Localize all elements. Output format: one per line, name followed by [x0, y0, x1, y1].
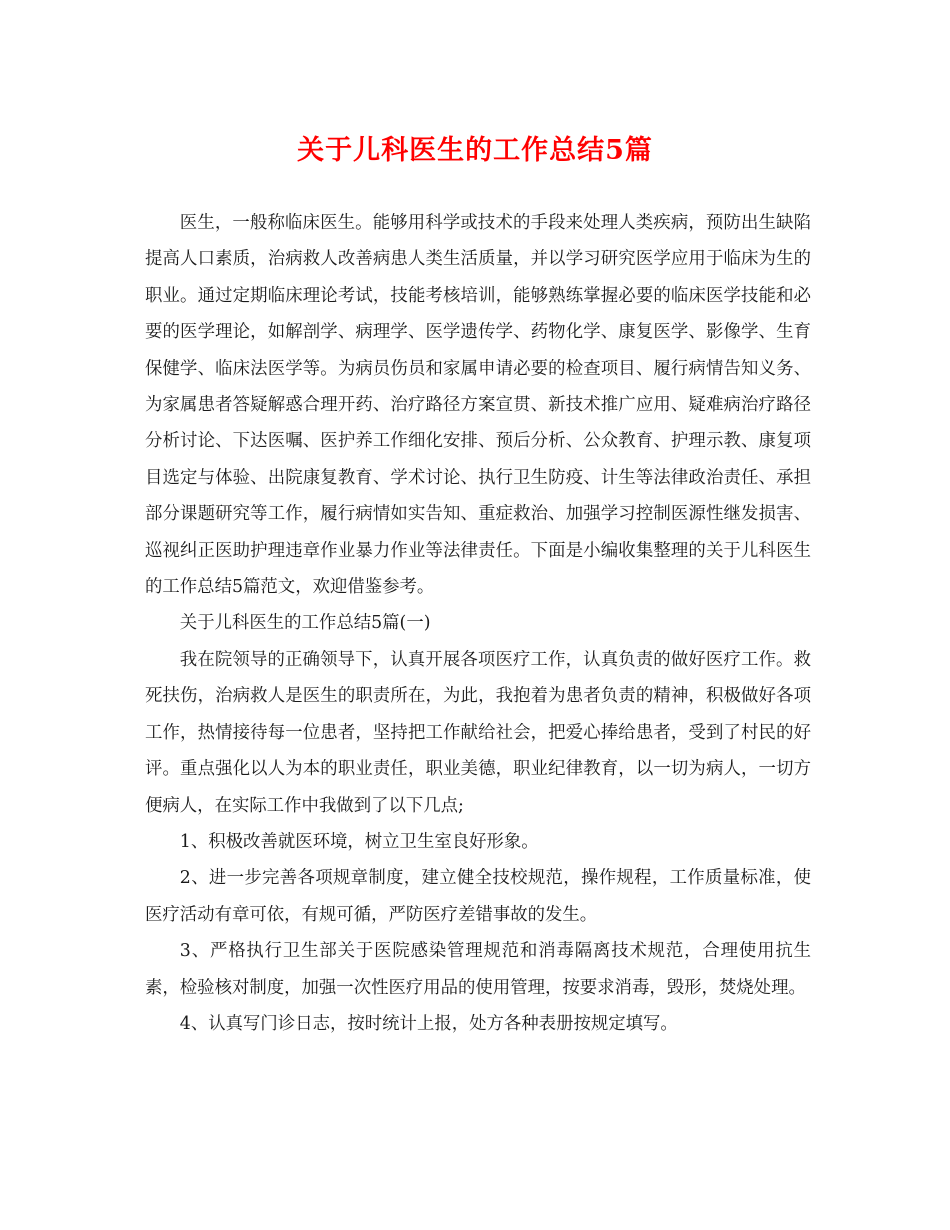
list-item-2: 2、进一步完善各项规章制度，建立健全技校规范，操作规程，工作质量标准，使医疗活动有章可依，有规可循，严防医疗差错事故的发生。	[145, 868, 811, 925]
document-body	[145, 205, 811, 1042]
section-heading: 关于儿科医生的工作总结5篇(一)	[179, 613, 431, 634]
list-item-3: 3、严格执行卫生部关于医院感染管理规范和消毒隔离技术规范，合理使用抗生素，检验核对制度，加强一次性医疗用品的使用管理，按要求消毒，毁形，焚烧处理。	[145, 941, 811, 998]
section-paragraph: 我在院领导的正确领导下，认真开展各项医疗工作，认真负责的做好医疗工作。救死扶伤，治病救人是医生的职责所在，为此，我抱着为患者负责的精神，积极做好各项工作，热情接待每一位患者，坚持把工作献给社会，把爱心捧给患者，受到了村民的好评。重点强化以人为本的职业责任，职业美德，职业纪律教育，以一切为病人，一切方便病人，在实际工作中我做到了以下几点;	[145, 649, 811, 816]
intro-paragraph: 医生，一般称临床医生。能够用科学或技术的手段来处理人类疾病，预防出生缺陷提高人口素质，治病救人改善病患人类生活质量，并以学习研究医学应用于临床为生的职业。通过定期临床理论考试，技能考核培训，能够熟练掌握必要的临床医学技能和必要的医学理论，如解剖学、病理学、医学遗传学、药物化学、康复医学、影像学、生育保健学、临床法医学等。为病员伤员和家属申请必要的检查项目、履行病情告知义务、为家属患者答疑解惑合理开药、治疗路径方案宣贯、新技术推广应用、疑难病治疗路径分析讨论、下达医嘱、医护养工作细化安排、预后分析、公众教育、护理示教、康复项目选定与体验、出院康复教育、学术讨论、执行卫生防疫、计生等法律政治责任、承担部分课题研究等工作，履行病情如实告知、重症救治、加强学习控制医源性继发损害、巡视纠正医助护理违章作业暴力作业等法律责任。下面是小编收集整理的关于儿科医生的工作总结5篇范文，欢迎借鉴参考。	[145, 213, 811, 598]
list-item-4: 4、认真写门诊日志，按时统计上报，处方各种表册按规定填写。	[179, 1013, 678, 1034]
list-item-1: 1、积极改善就医环境，树立卫生室良好形象。	[179, 831, 539, 852]
document-title: 关于儿科医生的工作总结5篇	[297, 135, 653, 166]
